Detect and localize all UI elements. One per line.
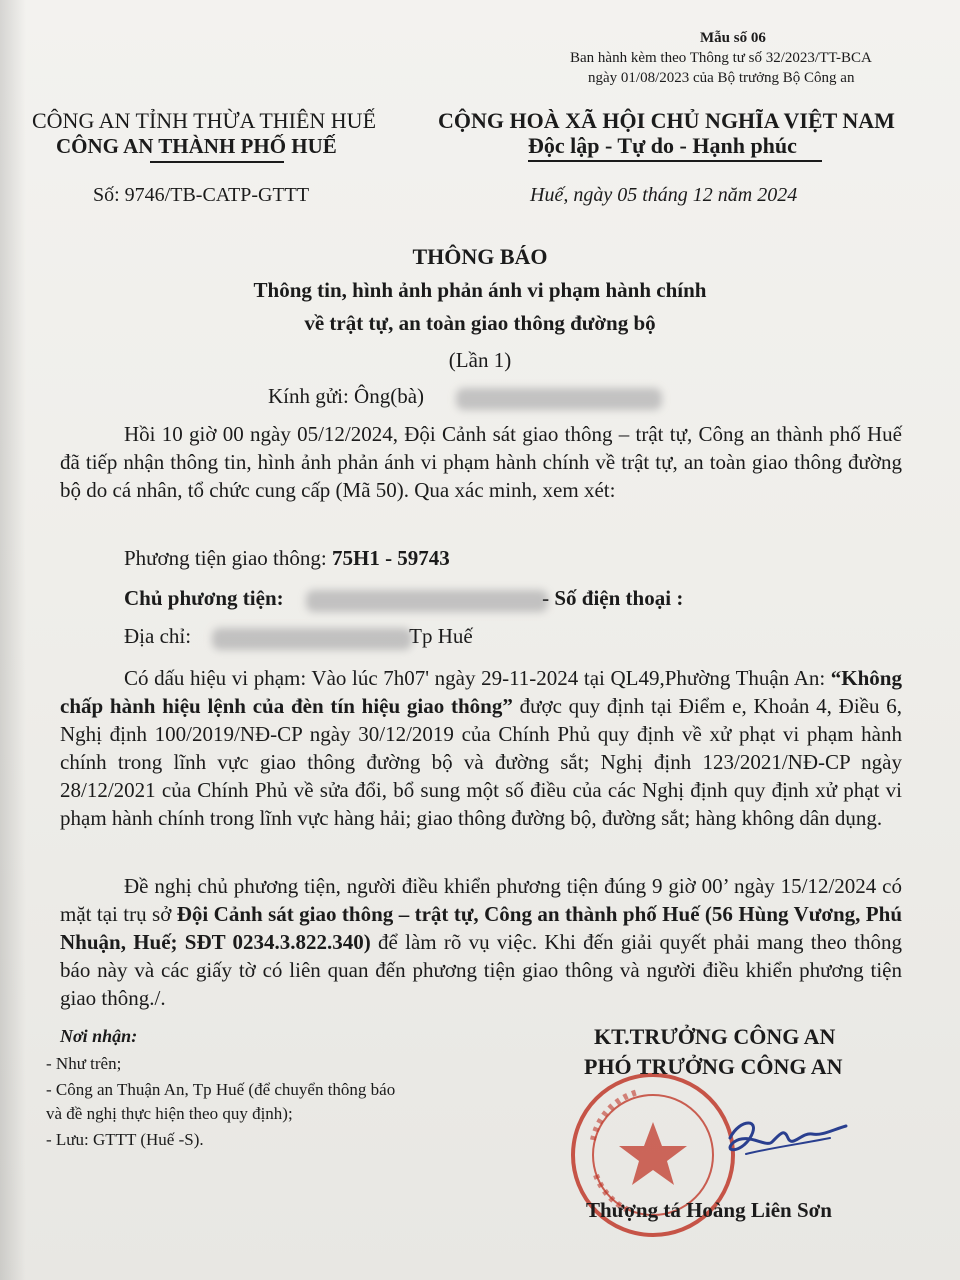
org-underline [150,161,284,163]
vehicle-label: Phương tiện giao thông: [124,546,332,570]
request-prefix: Đề nghị chủ phương tiện, người điều khiển phương tiện đúng 9 giờ 00’ ngày 15/12/2024 có mặt tại trụ sở [60,874,902,926]
violation-legal-basis: được quy định tại Điểm e, Khoản 4, Điều 6, Nghị định 100/2019/NĐ-CP ngày 30/12/2019 của Chính Phủ quy định về xử phạt vi phạm hành chính trong lĩnh vực giao thông đường bộ và đường sắt; Nghị định 123/2021/NĐ-CP ngày 28/12/2021 của Chính Phủ về sửa đổi, bổ sung một số điều của các Nghị định quy định xử phạt vi phạm hành chính trong lĩnh vực hàng hải; giao thông đường bộ, đường sắt; hàng không dân dụng. [60,694,902,830]
notice-count: (Lần 1) [448,348,512,372]
nation-motto: Độc lập - Tự do - Hạnh phúc [528,133,797,158]
form-number: Mẫu số 06 [700,30,766,46]
request-paragraph [60,872,902,1012]
redacted-address [212,628,412,650]
page-shadow [0,0,26,1280]
intro-paragraph: Hồi 10 giờ 00 ngày 05/12/2024, Đội Cảnh sát giao thông – trật tự, Công an thành phố Huế đã tiếp nhận thông tin, hình ảnh phản ánh vi phạm hành chính về trật tự, an toàn giao thông đường bộ do cá nhân, tổ chức cung cấp (Mã 50). Qua xác minh, xem xét: [60,422,902,502]
document-number: Số: 9746/TB-CATP-GTTT [93,184,310,206]
recipient-item: - Như trên; [46,1054,122,1073]
document-title: THÔNG BÁO [412,244,548,269]
phone-label: - Số điện thoại : [536,586,684,610]
org-city: CÔNG AN THÀNH PHỐ HUẾ [56,134,337,158]
form-issued-line2: ngày 01/08/2023 của Bộ trưởng Bộ Công an [588,70,855,86]
motto-underline [528,160,822,162]
request-rest: để làm rõ vụ việc. Khi đến giải quyết phải mang theo thông báo này và các giấy tờ có liên quan đến phương tiện giao thông và người điều khiển phương tiện giao thông./. [60,930,903,1010]
document-date: Huế, ngày 05 tháng 12 năm 2024 [530,184,798,206]
owner-label: Chủ phương tiện: [124,586,289,610]
recipient-item: - Lưu: GTTT (Huế -S). [46,1130,204,1149]
document-subtitle-2: về trật tự, an toàn giao thông đường bộ [304,311,656,335]
redacted-name [456,388,662,410]
vehicle-line [124,546,450,571]
recipients-heading: Nơi nhận: [60,1026,138,1046]
handwritten-signature-icon [710,1108,850,1168]
vehicle-plate: 75H1 - 59743 [331,546,450,570]
nation-title: CỘNG HOÀ XÃ HỘI CHỦ NGHĨA VIỆT NAM [438,108,895,133]
document-subtitle-1: Thông tin, hình ảnh phản ánh vi phạm hành chính [253,278,707,302]
form-issued-line1: Ban hành kèm theo Thông tư số 32/2023/TT-BCA [570,50,872,66]
signer-name: Thượng tá Hoàng Liên Sơn [586,1198,832,1222]
signer-title-2: PHÓ TRƯỞNG CÔNG AN [584,1054,843,1079]
org-province: CÔNG AN TỈNH THỪA THIÊN HUẾ [32,108,377,133]
address-label: Địa chỉ: [124,624,197,648]
recipient-item: - Công an Thuận An, Tp Huế (để chuyển thông báo [46,1080,396,1099]
violation-prefix: Có dấu hiệu vi phạm: Vào lúc 7h07' ngày 29-11-2024 tại QL49,Phường Thuận An: [124,666,831,690]
violation-paragraph [60,664,902,832]
request-place: Đội Cảnh sát giao thông – trật tự, Công an thành phố Huế (56 Hùng Vương, Phú Nhuận, Huế; SĐT 0234.3.822.340) [60,902,902,954]
redacted-owner [306,590,548,612]
salutation: Kính gửi: Ông(bà) [268,384,425,408]
recipient-item: và đề nghị thực hiện theo quy định); [46,1104,293,1123]
signer-title-1: KT.TRƯỞNG CÔNG AN [594,1024,836,1049]
violation-name: “Không chấp hành hiệu lệnh của đèn tín hiệu giao thông” [60,666,902,718]
address-city: Tp Huế [404,624,473,648]
